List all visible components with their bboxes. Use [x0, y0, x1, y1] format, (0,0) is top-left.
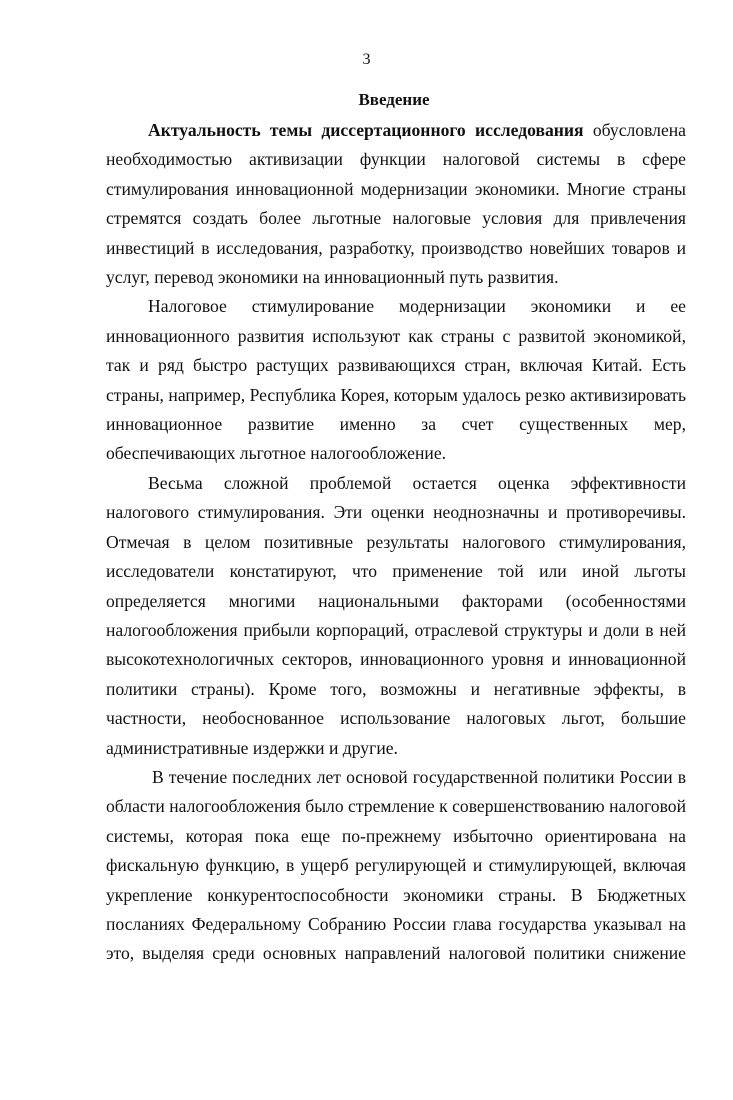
- paragraph-text: обусловлена необходимостью активизации функции налоговой системы в сфере стимулирования инновационной модернизации экономики. Многие страны стремятся создать более льготные налоговые условия для привлечения инвестиций в исследования, разработку, производство новейших товаров и услуг, перевод экономики на инновационный путь развития.: [106, 120, 686, 288]
- paragraph-tax-stimulation: Налоговое стимулирование модернизации экономики и ее инновационного развития используют как страны с развитой экономикой, так и ряд быстро растущих развивающихся стран, включая Китай. Есть страны, например, Республика Корея, которым удалось резко активизировать инновационное развитие именно за счет существенных мер, обеспечивающих льготное налогообложение.: [106, 296, 686, 464]
- paragraph-lead-bold: Актуальность темы диссертационного исследования: [148, 120, 584, 140]
- page-number: 3: [362, 51, 371, 68]
- paragraph-efficiency-assessment: Весьма сложной проблемой остается оценка эффективности налогового стимулирования. Эти оценки неоднозначны и противоречивы. Отмечая в целом позитивные результаты налогового стимулирования, исследователи констатируют, что применение той или иной льготы определяется многими национальными факторами (особенностями налогообложения прибыли корпораций, отраслевой структуры и доли в ней высокотехнологичных секторов, инновационного уровня и инновационной политики страны). Кроме того, возможны и негативные эффекты, в частности, необоснованное использование налоговых льгот, большие административные издержки и другие.: [106, 472, 686, 758]
- document-body: [106, 116, 686, 969]
- page-title: Введение: [358, 90, 430, 109]
- paragraph-relevance: [106, 116, 686, 292]
- paragraph-state-policy: В течение последних лет основой государственной политики России в области налогообложения было стремление к совершенствованию налоговой системы, которая пока еще по-прежнему избыточно ориентирована на фискальную функцию, в ущерб регулирующей и стимулирующей, включая укрепление конкурентоспособности экономики страны. В Бюджетных посланиях Федеральному Собранию России глава государства указывал на это, выделяя среди основных направлений налоговой политики снижение: [106, 766, 686, 964]
